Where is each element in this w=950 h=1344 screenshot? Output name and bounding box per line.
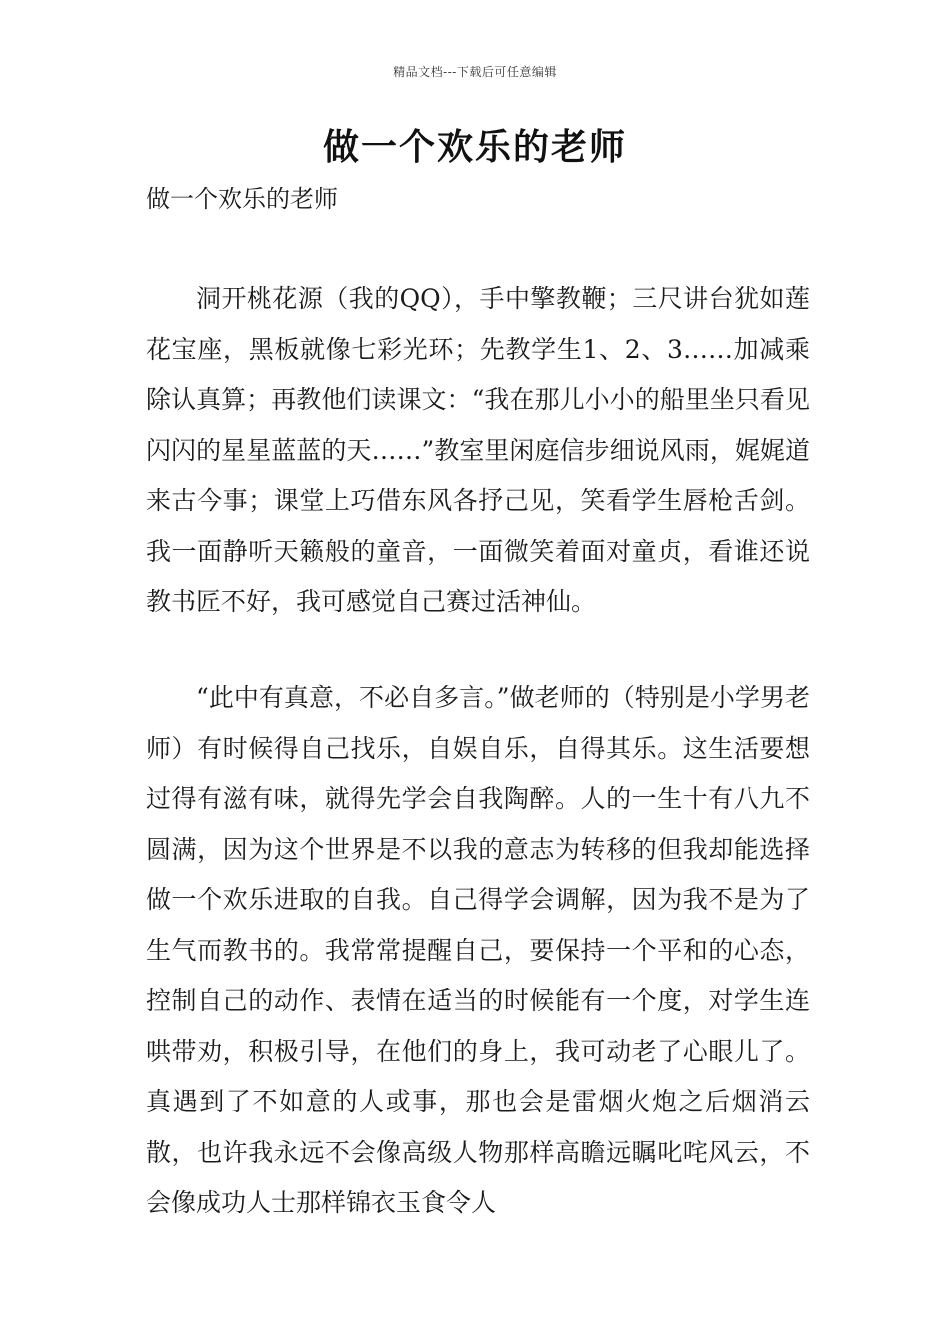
header-note: 精品文档---下载后可任意编辑 — [393, 65, 557, 79]
body-paragraph-block-1 — [146, 274, 810, 628]
body-paragraph: 洞开桃花源（我的QQ），手中擎教鞭；三尺讲台犹如莲花宝座，黑板就像七彩光环；先教学生1、2、3……加减乘除认真算；再教他们读课文：“我在那儿小小的船里坐只看见闪闪的星星蓝蓝的天……”教室里闲庭信步细说风雨，娓娓道来古今事；课堂上巧借东风各抒己见，笑看学生唇枪舌剑。我一面静听天籁般的童音，一面微笑着面对童贞，看谁还说教书匠不好，我可感觉自己赛过活神仙。 — [146, 284, 810, 616]
document-title: 做一个欢乐的老师 — [322, 127, 627, 168]
document-subtitle: 做一个欢乐的老师 — [146, 185, 338, 213]
body-paragraph-block-2 — [146, 673, 810, 1229]
body-paragraph: “此中有真意，不必自多言。”做老师的（特别是小学男老师）有时候得自己找乐，自娱自乐，自得其乐。这生活要想过得有滋有味，就得先学会自我陶醉。人的一生十有八九不圆满，因为这个世界是不以我的意志为转移的但我却能选择做一个欢乐进取的自我。自己得学会调解，因为我不是为了生气而教书的。我常常提醒自己，要保持一个平和的心态，控制自己的动作、表情在适当的时候能有一个度，对学生连哄带劝，积极引导，在他们的身上，我可动老了心眼儿了。真遇到了不如意的人或事，那也会是雷烟火炮之后烟消云散，也许我永远不会像高级人物那样高瞻远瞩叱咤风云，不会像成功人士那样锦衣玉食令人 — [146, 683, 810, 1217]
